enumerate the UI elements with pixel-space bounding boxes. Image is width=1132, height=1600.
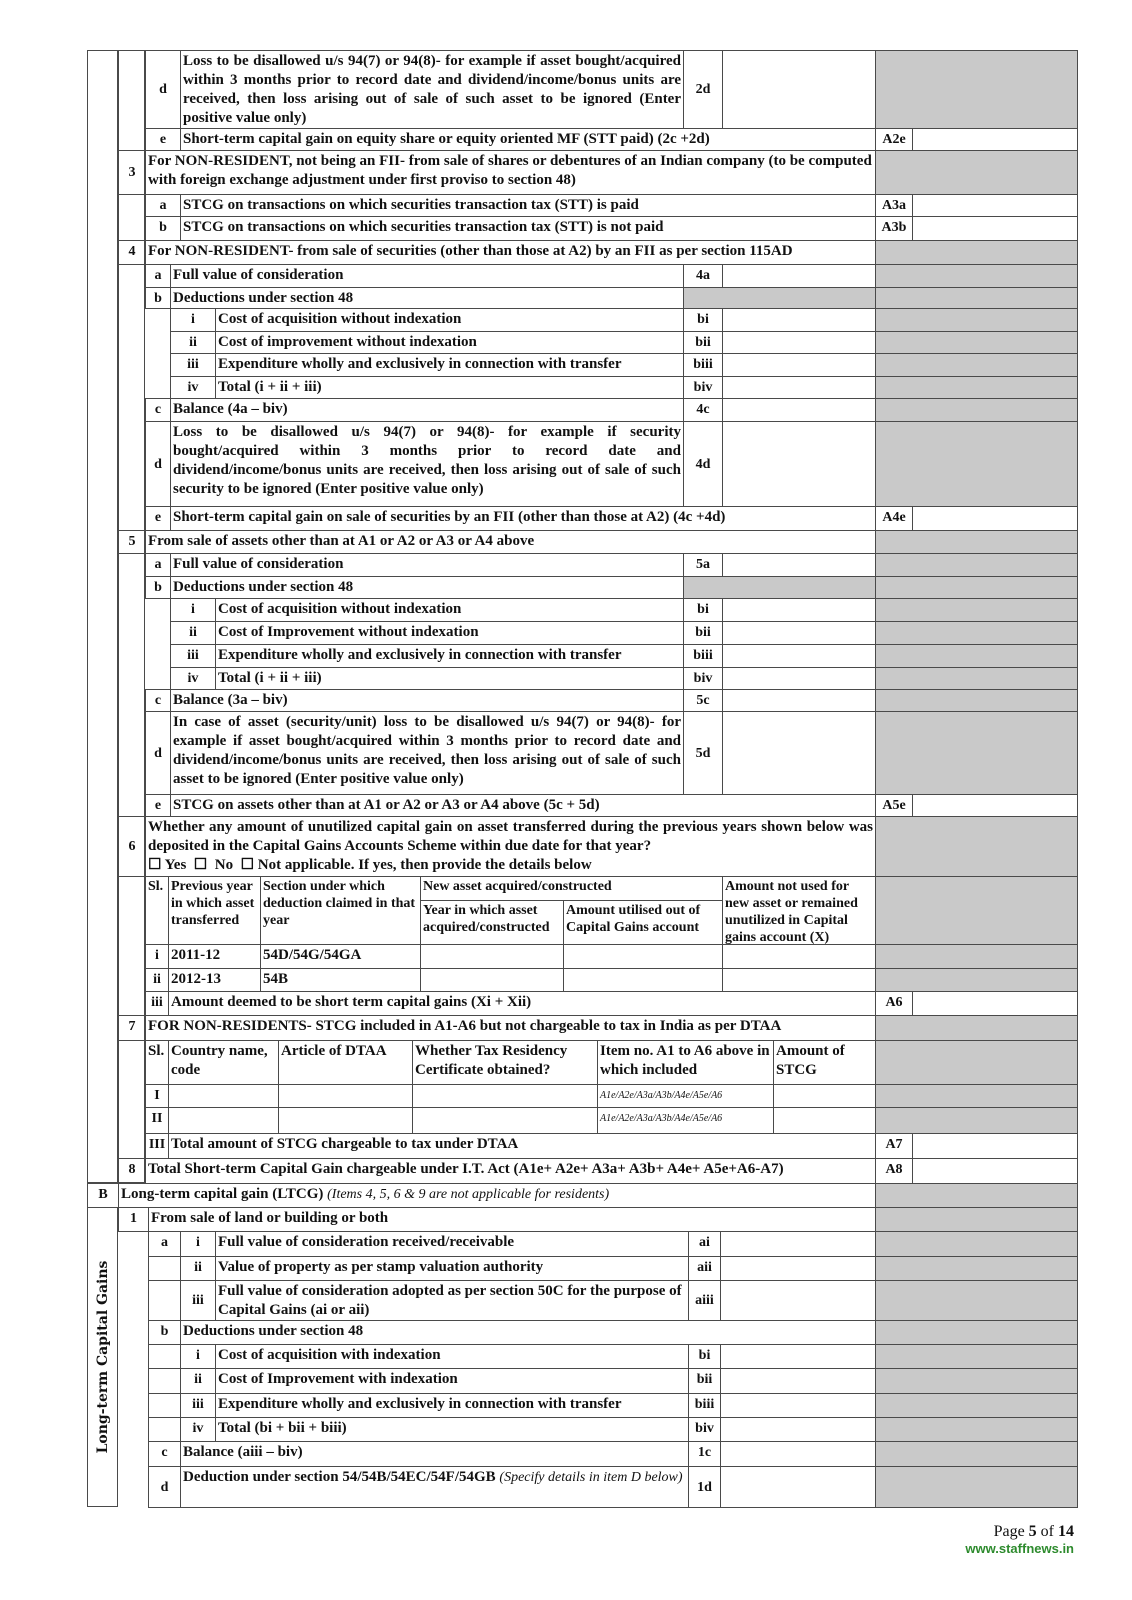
row-label: iii (170, 353, 216, 377)
row-description: Deductions under section 48 (170, 576, 684, 599)
row-label: iv (170, 376, 216, 399)
row-code: 4d (683, 421, 723, 507)
value-input-cell[interactable] (722, 398, 876, 422)
row-code: bi (683, 598, 723, 622)
shaded-cell (875, 331, 1078, 354)
row-description: Cost of acquisition without indexation (215, 308, 684, 332)
shaded-cell (875, 150, 1078, 195)
row-description: Full value of consideration adopted as per section 50C for the purpose of Capital Gains (ai or aii) (215, 1280, 689, 1321)
row-code: A8 (875, 1158, 913, 1184)
row-code: bii (683, 331, 723, 354)
shaded-cell (875, 1256, 1078, 1281)
row-label: i (180, 1231, 216, 1257)
column-header-sl: Sl. (145, 1040, 169, 1085)
row-text: Long-term capital gain (LTCG) (121, 1186, 328, 1202)
row-label: iii (180, 1280, 216, 1321)
column-header-year_acq: Year in which asset acquired/constructed (420, 900, 564, 945)
value-input-cell[interactable] (722, 944, 876, 969)
row-description: FOR NON-RESIDENTS- STCG included in A1-A6 but not chargeable to tax in India as per DTAA (145, 1015, 876, 1041)
value-input-cell[interactable] (912, 194, 1078, 217)
value-input-cell[interactable] (722, 308, 876, 332)
value-input-cell[interactable] (412, 1084, 598, 1108)
row-code: bi (683, 308, 723, 332)
value-input-cell[interactable] (168, 1107, 279, 1134)
row-description: Full value of consideration (170, 264, 684, 288)
row-label: e (145, 128, 181, 151)
row-description: Loss to be disallowed u/s 94(7) or 94(8)- for example if security bought/acquired within 3 months prior to record date and dividend/income/bonus units are received, then loss arising out of sale of such security to be ignored (Enter positive value only) (170, 421, 684, 507)
row-description: Total Short-term Capital Gain chargeable under I.T. Act (A1e+ A2e+ A3a+ A3b+ A4e+ A5e+A6-A7) (145, 1158, 876, 1184)
row-label: b (145, 287, 171, 309)
yes-no-na-checkboxes[interactable]: ☐ Yes ☐ No ☐ Not applicable. If yes, then provide the details below (148, 857, 592, 873)
column-header-amount: Amount of STCG (773, 1040, 876, 1085)
shaded-cell (875, 1466, 1078, 1508)
row-label: a (145, 264, 171, 288)
shaded-cell (875, 1320, 1078, 1345)
row-description (118, 1183, 876, 1208)
shaded-cell (875, 816, 1078, 877)
column-header-section: 54B (260, 968, 421, 992)
page-prefix: Page (993, 1523, 1029, 1540)
column-header-section: Section under which deduction claimed in that year (260, 876, 421, 945)
value-input-cell[interactable] (722, 598, 876, 622)
value-input-cell[interactable] (912, 128, 1078, 151)
value-input-cell[interactable] (722, 421, 876, 507)
row-description: STCG on assets other than at A1 or A2 or A3 or A4 above (5c + 5d) (170, 794, 876, 817)
row-description: Short-term capital gain on sale of securities by an FII (other than those at A2) (4c +4d) (170, 506, 876, 531)
row-description: Total (i + ii + iii) (215, 376, 684, 399)
item-number-column (118, 50, 145, 1183)
row-label: b (145, 216, 181, 241)
row-code: 1c (688, 1441, 721, 1467)
row-label: III (145, 1133, 169, 1159)
question-text: Whether any amount of unutilized capital gain on asset transferred during the previous years shown below was deposited in the Capital Gains Accounts Scheme within due date for that year? (148, 819, 873, 854)
row-description: Loss to be disallowed u/s 94(7) or 94(8)- for example if asset bought/acquired within 3 months prior to record date and dividend/income/bonus units are received, then loss arising out of sale of such asset to be ignored (Enter positive value only) (180, 50, 684, 129)
row-code: ai (688, 1231, 721, 1257)
row-code: A3b (875, 216, 913, 241)
row-description: Cost of Improvement without indexation (215, 621, 684, 645)
row-label: 3 (118, 150, 146, 195)
shaded-cell (875, 421, 1078, 507)
row-label: i (145, 944, 169, 969)
value-input-cell[interactable] (720, 1466, 876, 1508)
value-input-cell[interactable] (720, 1441, 876, 1467)
row-note: (Specify details in item D below) (499, 1470, 683, 1485)
row-label: i (170, 308, 216, 332)
row-code: aii (688, 1256, 721, 1281)
row-code: 5a (683, 553, 723, 577)
column-header-year: 2012-13 (168, 968, 261, 992)
row-description: Total (i + ii + iii) (215, 667, 684, 690)
row-code: 1d (688, 1466, 721, 1508)
value-input-cell[interactable] (773, 1084, 876, 1108)
row-label: ii (180, 1256, 216, 1281)
value-input-cell[interactable] (912, 1133, 1078, 1159)
row-description: Total amount of STCG chargeable to tax under DTAA (168, 1133, 876, 1159)
row-label: ii (180, 1368, 216, 1394)
row-label: ii (170, 621, 216, 645)
row-label: 4 (118, 240, 146, 265)
row-label: d (145, 711, 171, 795)
value-input-cell[interactable] (720, 1280, 876, 1321)
shaded-cell (875, 968, 1078, 992)
value-input-cell[interactable] (722, 264, 876, 288)
column-header-new_asset: New asset acquired/constructed (420, 876, 723, 901)
row-label: c (145, 398, 171, 422)
row-description: From sale of assets other than at A1 or A2 or A3 or A4 above (145, 530, 876, 554)
row-label: iii (170, 644, 216, 668)
value-input-cell[interactable] (722, 353, 876, 377)
row-description: Balance (4a – biv) (170, 398, 684, 422)
column-header-item: A1e/A2e/A3a/A3b/A4e/A5e/A6 (597, 1084, 774, 1108)
shaded-cell (875, 398, 1078, 422)
column-header-item: A1e/A2e/A3a/A3b/A4e/A5e/A6 (597, 1107, 774, 1134)
value-input-cell[interactable] (412, 1107, 598, 1134)
shaded-cell (875, 1084, 1078, 1108)
row-description: For NON-RESIDENT- from sale of securities (other than those at A2) by an FII as per section 115AD (145, 240, 876, 265)
row-code: biii (688, 1393, 721, 1418)
row-label: iii (180, 1393, 216, 1418)
row-description: Deductions under section 48 (170, 287, 684, 309)
row-label: b (148, 1320, 181, 1345)
row-label (148, 1256, 181, 1281)
row-label: 8 (118, 1158, 146, 1184)
value-input-cell[interactable] (722, 644, 876, 668)
value-input-cell[interactable] (720, 1368, 876, 1394)
shaded-cell (875, 1231, 1078, 1257)
row-code: 5c (683, 689, 723, 712)
row-label: a (145, 553, 171, 577)
value-input-cell[interactable] (278, 1084, 413, 1108)
row-label: 5 (118, 530, 146, 554)
value-input-cell[interactable] (722, 376, 876, 399)
row-description: Cost of acquisition without indexation (215, 598, 684, 622)
page-of: of (1036, 1523, 1058, 1540)
row-label: e (145, 794, 171, 817)
shaded-cell (875, 353, 1078, 377)
value-input-cell[interactable] (420, 968, 564, 992)
item-6-question (145, 816, 876, 877)
row-description: Total (bi + bii + biii) (215, 1417, 689, 1442)
column-header-prev: Previous year in which asset transferred (168, 876, 261, 945)
value-input-cell[interactable] (563, 968, 723, 992)
row-code: biv (688, 1417, 721, 1442)
column-header-amt_util: Amount utilised out of Capital Gains account (563, 900, 723, 945)
row-label: e (145, 506, 171, 531)
shaded-cell (875, 1183, 1078, 1208)
page-total: 14 (1058, 1523, 1074, 1540)
value-input-cell[interactable] (773, 1107, 876, 1134)
row-label: c (145, 689, 171, 712)
row-label: i (170, 598, 216, 622)
row-label (148, 1393, 181, 1418)
shaded-cell (875, 308, 1078, 332)
value-input-cell[interactable] (722, 50, 876, 129)
shaded-cell (683, 576, 876, 599)
row-label: iv (180, 1417, 216, 1442)
row-code: A4e (875, 506, 913, 531)
row-label: c (148, 1441, 181, 1467)
shaded-cell (875, 944, 1078, 969)
value-input-cell[interactable] (720, 1393, 876, 1418)
value-input-cell[interactable] (912, 1158, 1078, 1184)
shaded-cell (875, 287, 1078, 309)
page-footer (965, 1523, 1074, 1556)
row-description: STCG on transactions on which securities transaction tax (STT) is not paid (180, 216, 876, 241)
column-header-not_used: Amount not used for new asset or remained unutilized in Capital gains account (X) (722, 876, 876, 945)
value-input-cell[interactable] (912, 794, 1078, 817)
row-code: biv (683, 376, 723, 399)
value-input-cell[interactable] (168, 1084, 279, 1108)
row-code: bi (688, 1344, 721, 1369)
row-text: Deduction under section 54/54B/54EC/54F/54GB (183, 1469, 500, 1485)
column-header-item: Item no. A1 to A6 above in which included (597, 1040, 774, 1085)
shaded-cell (875, 240, 1078, 265)
row-description: In case of asset (security/unit) loss to be disallowed u/s 94(7) or 94(8)- for example if asset bought/acquired within 3 months prior to record date and dividend/income/bonus units are received, then loss arising out of sale of such asset to be ignored (Enter positive value only) (170, 711, 684, 795)
row-description: For NON-RESIDENT, not being an FII- from sale of shares or debentures of an Indian company (to be computed with foreign exchange adjustment under first proviso to section 48) (145, 150, 876, 195)
row-label: 1 (118, 1207, 149, 1232)
row-label: 6 (118, 816, 146, 877)
row-code: aiii (688, 1280, 721, 1321)
row-label: b (145, 576, 171, 599)
row-description: Amount deemed to be short term capital gains (Xi + Xii) (168, 991, 876, 1016)
row-description: Full value of consideration (170, 553, 684, 577)
value-input-cell[interactable] (720, 1344, 876, 1369)
shaded-cell (875, 1040, 1078, 1085)
shaded-cell (875, 1344, 1078, 1369)
page-number (965, 1523, 1074, 1541)
shaded-cell (875, 711, 1078, 795)
row-description: Cost of acquisition with indexation (215, 1344, 689, 1369)
row-description: Value of property as per stamp valuation authority (215, 1256, 689, 1281)
value-input-cell[interactable] (722, 667, 876, 690)
row-code: A2e (875, 128, 913, 151)
value-input-cell[interactable] (420, 944, 564, 969)
value-input-cell[interactable] (563, 944, 723, 969)
row-code: biv (683, 667, 723, 690)
shaded-cell (875, 553, 1078, 577)
row-label (148, 1344, 181, 1369)
shaded-cell (875, 1441, 1078, 1467)
value-input-cell[interactable] (912, 991, 1078, 1016)
value-input-cell[interactable] (912, 216, 1078, 241)
shaded-cell (875, 689, 1078, 712)
row-description: Expenditure wholly and exclusively in connection with transfer (215, 1393, 689, 1418)
shaded-cell (875, 1107, 1078, 1134)
column-header-section: 54D/54G/54GA (260, 944, 421, 969)
row-description: Cost of Improvement with indexation (215, 1368, 689, 1394)
row-code: bii (688, 1368, 721, 1394)
row-label: 7 (118, 1015, 146, 1041)
row-label: II (145, 1107, 169, 1134)
value-input-cell[interactable] (722, 711, 876, 795)
row-label: a (145, 194, 181, 217)
row-description: STCG on transactions on which securities transaction tax (STT) is paid (180, 194, 876, 217)
value-input-cell[interactable] (722, 553, 876, 577)
row-description: Deductions under section 48 (180, 1320, 876, 1345)
row-code: A6 (875, 991, 913, 1016)
row-label: d (145, 50, 181, 129)
value-input-cell[interactable] (722, 968, 876, 992)
row-note: (Items 4, 5, 6 & 9 are not applicable for residents) (327, 1187, 610, 1202)
row-description: Full value of consideration received/receivable (215, 1231, 689, 1257)
shaded-cell (875, 598, 1078, 622)
row-description: Short-term capital gain on equity share or equity oriented MF (STT paid) (2c +2d) (180, 128, 876, 151)
row-label: I (145, 1084, 169, 1108)
value-input-cell[interactable] (720, 1231, 876, 1257)
row-description: From sale of land or building or both (148, 1207, 876, 1232)
shaded-cell (683, 287, 876, 309)
row-code: 5d (683, 711, 723, 795)
row-code: A3a (875, 194, 913, 217)
shaded-cell (875, 376, 1078, 399)
row-label (148, 1417, 181, 1442)
row-code: biii (683, 353, 723, 377)
shaded-cell (875, 530, 1078, 554)
row-description: Expenditure wholly and exclusively in connection with transfer (215, 644, 684, 668)
shaded-cell (875, 1393, 1078, 1418)
column-header-year: 2011-12 (168, 944, 261, 969)
shaded-cell (875, 1015, 1078, 1041)
value-input-cell[interactable] (722, 689, 876, 712)
row-label (148, 1368, 181, 1394)
value-input-cell[interactable] (720, 1256, 876, 1281)
shaded-cell (875, 1368, 1078, 1394)
row-label: i (180, 1344, 216, 1369)
row-label: d (148, 1466, 181, 1508)
row-description: Cost of improvement without indexation (215, 331, 684, 354)
shaded-cell (875, 50, 1078, 129)
row-code: bii (683, 621, 723, 645)
row-label: iii (145, 991, 169, 1016)
row-label: ii (145, 968, 169, 992)
row-label (148, 1280, 181, 1321)
shaded-cell (875, 1280, 1078, 1321)
section-a-column (87, 50, 118, 1183)
column-header-trc: Whether Tax Residency Certificate obtained? (412, 1040, 598, 1085)
shaded-cell (875, 667, 1078, 690)
column-header-country: Country name, code (168, 1040, 279, 1085)
row-code: biii (683, 644, 723, 668)
value-input-cell[interactable] (722, 331, 876, 354)
shaded-cell (875, 644, 1078, 668)
row-label: iv (170, 667, 216, 690)
row-description: Expenditure wholly and exclusively in connection with transfer (215, 353, 684, 377)
row-label: d (145, 421, 171, 507)
row-code: 4a (683, 264, 723, 288)
value-input-cell[interactable] (720, 1417, 876, 1442)
shaded-cell (875, 621, 1078, 645)
row-label: B (87, 1183, 119, 1208)
shaded-cell (875, 264, 1078, 288)
value-input-cell[interactable] (722, 621, 876, 645)
long-term-capital-gains-side-label (87, 1207, 118, 1507)
value-input-cell[interactable] (912, 506, 1078, 531)
row-code: A5e (875, 794, 913, 817)
shaded-cell (875, 1417, 1078, 1442)
row-label: a (148, 1231, 181, 1257)
row-code: 2d (683, 50, 723, 129)
row-label: ii (170, 331, 216, 354)
row-code: 4c (683, 398, 723, 422)
side-label-text: Long-term Capital Gains (94, 1260, 111, 1454)
row-description (180, 1466, 689, 1508)
site-watermark: www.staffnews.in (965, 1541, 1074, 1556)
row-description: Balance (3a – biv) (170, 689, 684, 712)
column-header-article: Article of DTAA (278, 1040, 413, 1085)
column-header-sl: Sl. (145, 876, 169, 945)
row-code: A7 (875, 1133, 913, 1159)
row-description: Balance (aiii – biv) (180, 1441, 689, 1467)
shaded-cell (875, 876, 1078, 945)
shaded-cell (875, 576, 1078, 599)
page-current: 5 (1028, 1523, 1037, 1540)
value-input-cell[interactable] (278, 1107, 413, 1134)
